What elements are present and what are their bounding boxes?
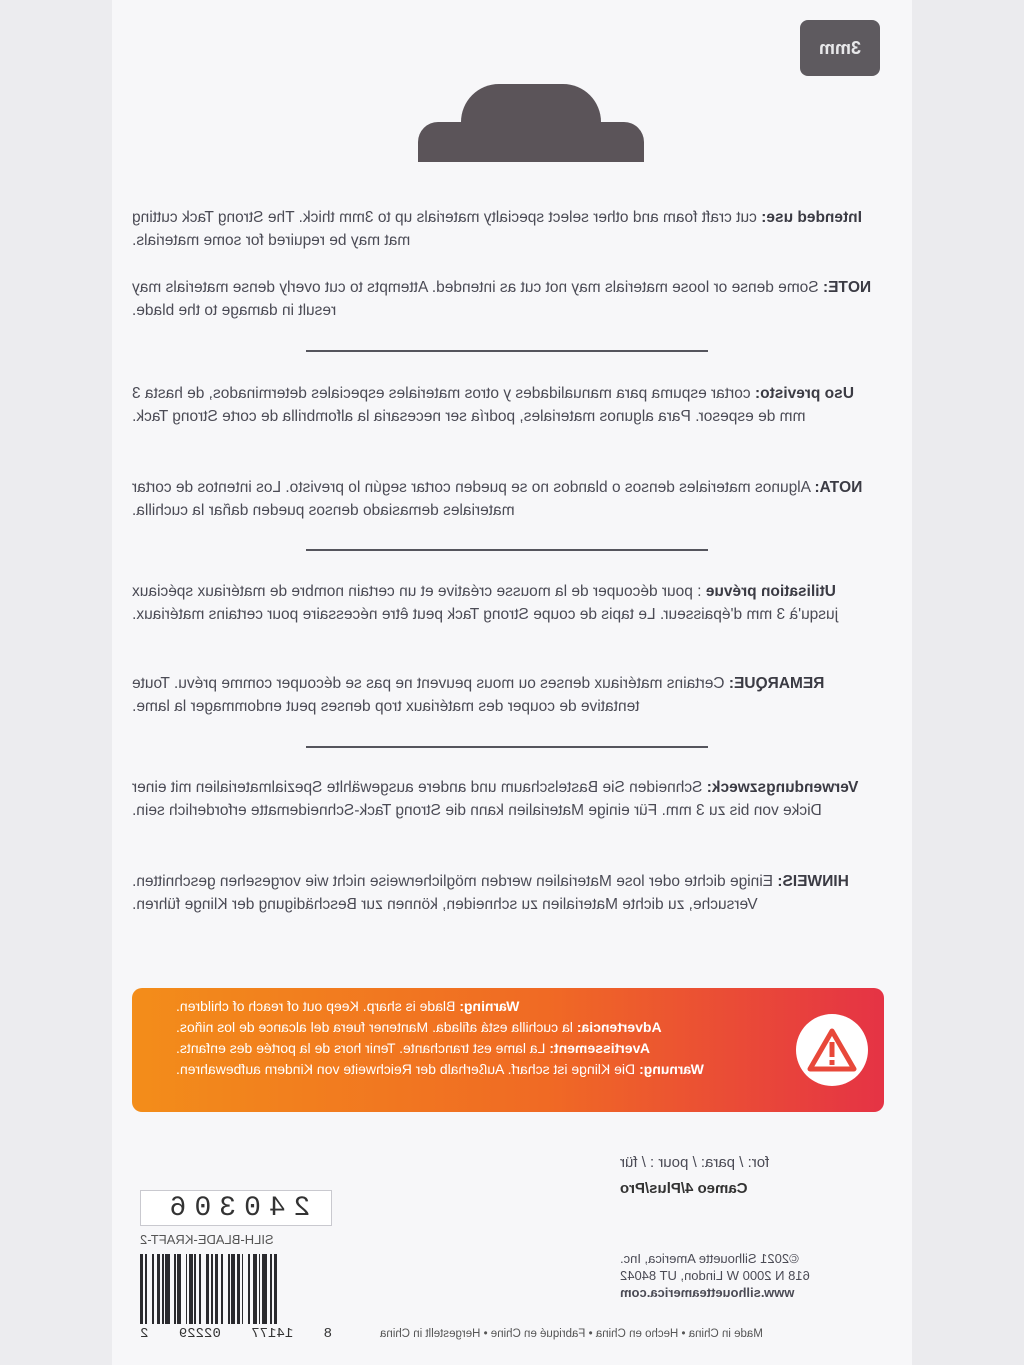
- warning-lead: Avertissement:: [549, 1040, 650, 1056]
- warning-line-es: [176, 1017, 788, 1038]
- hang-tab-top: [461, 84, 601, 162]
- barcode-digit: 8: [323, 1326, 332, 1342]
- warning-body: la cuchilla está afilada. Mantener fuera del alcance de los niños.: [176, 1019, 577, 1035]
- barcode-digit: 02229: [178, 1326, 221, 1342]
- company-address: [620, 1250, 882, 1301]
- note-es-lead: NOTA:: [814, 479, 863, 496]
- thickness-badge: [800, 20, 880, 76]
- note-fr-text: Certains matériaux denses ou mous peuvent ne pas se découper comme prévu. Toute tentative de couper des matériaux trop denses peut endommager la lame.: [132, 675, 729, 715]
- street-line: 618 N 2000 W Lindon, UT 84042: [620, 1268, 810, 1283]
- warning-line-en: [176, 996, 788, 1017]
- note-de: [132, 870, 884, 916]
- barcode-bar: [277, 1254, 279, 1324]
- intended-use-es: [132, 382, 884, 428]
- background-right: [912, 0, 1024, 1365]
- compatibility: [620, 1150, 880, 1202]
- warning-body: Blade is sharp. Keep out of reach of children.: [176, 998, 460, 1014]
- intended-use-fr-lead: Utilisation prévue: [705, 583, 836, 600]
- divider: [306, 350, 708, 352]
- note-fr-lead: REMARQUE:: [728, 675, 825, 692]
- intended-use-fr: [132, 580, 884, 626]
- background-left: [0, 0, 112, 1365]
- divider: [306, 549, 708, 551]
- made-in-line: Made in China • Hecho en China • Fabriqué en Chine • Hergestellt in China: [380, 1328, 763, 1340]
- intended-use-en-lead: Intended use:: [761, 209, 862, 226]
- warning-line-de: [176, 1059, 788, 1080]
- warning-body: La lame est tranchante. Tenir hors de la portée des enfants.: [176, 1040, 550, 1056]
- divider: [306, 746, 708, 748]
- warning-lead: Advertencia:: [576, 1019, 662, 1035]
- barcode: [140, 1254, 332, 1324]
- note-es: [132, 476, 884, 522]
- warning-lead: Warning:: [459, 998, 520, 1014]
- for-label: for: / para: / pour : / für: [620, 1154, 770, 1171]
- warning-text: [176, 996, 788, 1080]
- barcode-digits: [140, 1326, 332, 1342]
- intended-use-de: [132, 776, 884, 822]
- barcode-digit: 14177: [251, 1326, 294, 1342]
- intended-use-de-text: Schneiden Sie Bastelschaum und andere ausgewählte Spezialmaterialien mit einer Dicke von bis zu 3 mm. Für einige Materialien kann die Strong Tack-Schneidematte erforderlich sein.: [132, 779, 822, 819]
- intended-use-en: [132, 206, 884, 252]
- website-line: www.silhouetteamerica.com: [620, 1285, 795, 1300]
- intended-use-fr-text: : pour découper de la mousse créative et un certain nombre de matériaux spéciaux jusqu'à 3 mm d'épaisseur. Le tapis de coupe Strong Tack peut être nécessaire pour certains matériaux.: [132, 583, 839, 623]
- intended-use-es-text: cortar espuma para manualidades y otros materiales especiales determinados, de hasta 3 mm de espesor. Para algunos materiales, podría ser necesaria la alfombrilla de corte Strong Tack.: [132, 385, 806, 425]
- barcode-digit: 2: [140, 1326, 149, 1342]
- compatible-models: Cameo 4/Plus/Pro: [620, 1180, 748, 1197]
- note-en: [132, 276, 884, 322]
- intended-use-es-lead: Uso previsto:: [754, 385, 854, 402]
- note-fr: [132, 672, 884, 718]
- note-es-text: Algunos materiales densos o blandos no se pueden cortar según lo previsto. Los intentos de cortar materiales demasiado densos pueden dañar la cuchilla.: [132, 479, 815, 519]
- intended-use-en-text: cut craft foam and other select specialty materials up to 3mm thick. The Strong Tack cutting mat may be required for some materials.: [132, 209, 762, 249]
- warning-lead: Warnung:: [639, 1061, 704, 1077]
- warning-line-fr: [176, 1038, 788, 1059]
- warning-triangle-icon: [796, 1014, 868, 1086]
- code-sticker: 240306: [140, 1190, 332, 1226]
- sku-label: SILH-BLADE-KRAFT-2: [140, 1232, 274, 1247]
- note-de-text: Einige dichte oder lose Materialien werden möglicherweise nicht wie vorgesehen geschnitten. Versuche, zu dichte Materialien zu schneiden, können zur Beschädigung der Klinge führen.: [132, 873, 778, 913]
- warning-body: Die Klinge ist scharf. Außerhalb der Reichweite von Kindern aufbewahren.: [176, 1061, 640, 1077]
- intended-use-de-lead: Verwendungszweck:: [706, 779, 859, 796]
- note-en-text: Some dense or loose materials may not cut as intended. Attempts to cut overly dense materials may result in damage to the blade.: [132, 279, 823, 319]
- note-en-lead: NOTE:: [822, 279, 872, 296]
- note-de-lead: HINWEIS:: [777, 873, 849, 890]
- copyright-line: ©2021 Silhouette America, Inc.: [620, 1251, 799, 1266]
- badge-label: 3mm: [818, 37, 862, 58]
